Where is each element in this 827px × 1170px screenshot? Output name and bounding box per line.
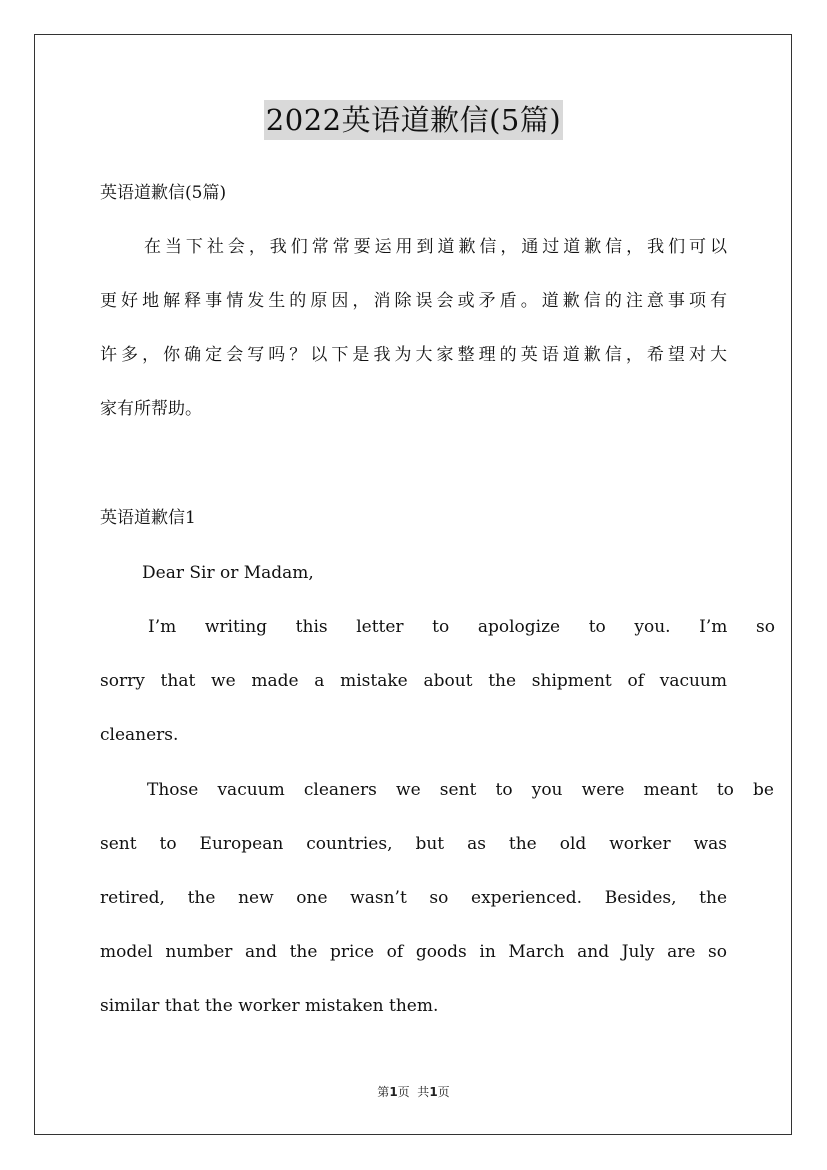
document-subtitle: 英语道歉信(5篇) [100,183,227,203]
letter-line-4: Those vacuum cleaners we sent to you were meant to be [147,780,774,800]
page-footer [0,1083,827,1100]
title-container [0,100,827,140]
letter-line-5: sent to European countries, but as the old worker was [100,834,727,854]
footer-page-prefix: 第 [377,1085,390,1099]
footer-page-suffix: 页 [437,1085,450,1099]
footer-page-mid: 页 共 [397,1085,430,1099]
footer-page-total: 1 [429,1085,438,1099]
intro-line-1: 在当下社会，我们常常要运用到道歉信，通过道歉信，我们可以 [144,237,727,257]
letter-salutation: Dear Sir or Madam, [142,563,314,583]
letter-line-3: cleaners. [100,725,179,745]
section-heading: 英语道歉信1 [100,508,196,528]
footer-page-number: 1 [389,1085,398,1099]
letter-line-8: similar that the worker mistaken them. [100,996,439,1016]
letter-line-1: I’m writing this letter to apologize to you. I’m so [148,617,775,637]
letter-line-7: model number and the price of goods in March and July are so [100,942,727,962]
intro-line-4: 家有所帮助。 [100,399,202,419]
intro-line-3: 许多，你确定会写吗？以下是我为大家整理的英语道歉信，希望对大 [100,345,727,365]
letter-line-2: sorry that we made a mistake about the shipment of vacuum [100,671,727,691]
letter-line-6: retired, the new one wasn’t so experienced. Besides, the [100,888,727,908]
document-title: 2022英语道歉信(5篇) [264,100,563,140]
intro-line-2: 更好地解释事情发生的原因，消除误会或矛盾。道歉信的注意事项有 [100,291,727,311]
